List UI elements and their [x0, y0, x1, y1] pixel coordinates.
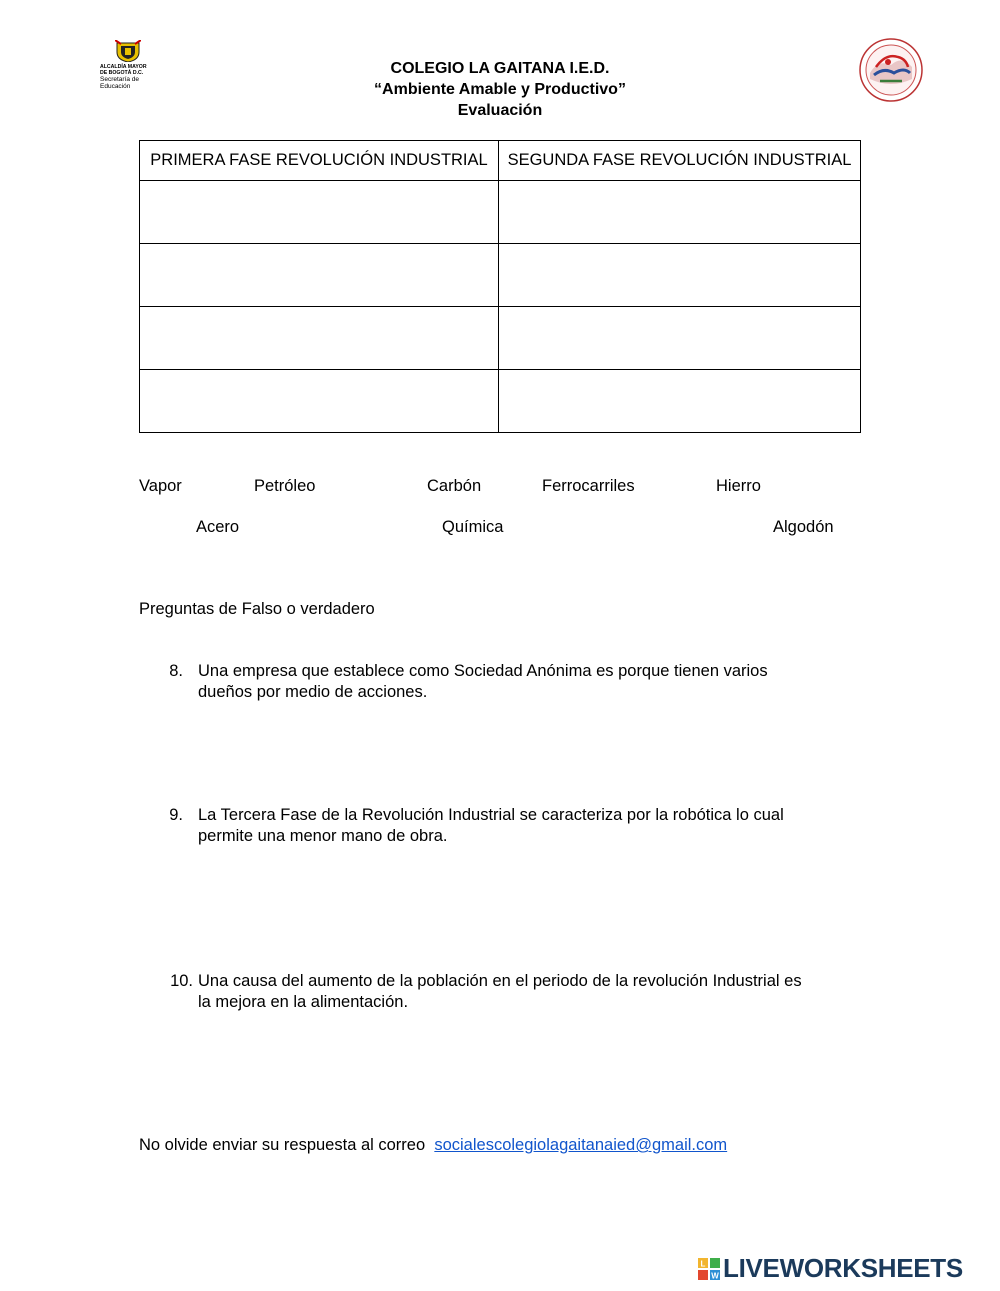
doc-type: Evaluación: [457, 102, 543, 119]
table-header-row: [140, 141, 861, 181]
answer-cell[interactable]: [499, 181, 861, 244]
email-link[interactable]: socialescolegiolagaitanaied@gmail.com: [434, 1136, 728, 1154]
question-number: 10.: [170, 972, 193, 990]
table-row: [140, 181, 861, 244]
word-algodon[interactable]: Algodón: [773, 518, 834, 536]
section-title: Preguntas de Falso o verdadero: [139, 600, 375, 618]
answer-cell[interactable]: [140, 244, 499, 307]
question-text: dueños por medio de acciones.: [198, 683, 428, 701]
word-acero[interactable]: Acero: [196, 518, 240, 536]
question-text: La Tercera Fase de la Revolución Industrial se caracteriza por la robótica lo cual: [198, 806, 784, 824]
school-seal-icon: [858, 37, 924, 103]
question-text: Una empresa que establece como Sociedad Anónima es porque tienen varios: [198, 662, 768, 680]
footer-text: No olvide enviar su respuesta al correo: [139, 1136, 426, 1154]
block-letter: L: [700, 1259, 706, 1269]
word-vapor[interactable]: Vapor: [139, 477, 182, 495]
question-number: 8.: [169, 662, 183, 680]
liveworksheets-blocks-icon: [698, 1258, 720, 1280]
logo-line: DE BOGOTÁ D.C.: [100, 70, 144, 76]
table-row: [140, 244, 861, 307]
question-number: 9.: [169, 806, 183, 824]
header-primera-fase: PRIMERA FASE REVOLUCIÓN INDUSTRIAL: [140, 141, 499, 181]
answer-cell[interactable]: [140, 181, 499, 244]
word-petroleo[interactable]: Petróleo: [254, 477, 316, 495]
answer-cell[interactable]: [499, 244, 861, 307]
question-text: la mejora en la alimentación.: [198, 993, 409, 1011]
word-quimica[interactable]: Química: [442, 518, 504, 536]
phases-table: [139, 140, 861, 433]
answer-cell[interactable]: [499, 307, 861, 370]
word-carbon[interactable]: Carbón: [427, 477, 482, 495]
word-ferrocarriles[interactable]: Ferrocarriles: [542, 477, 635, 495]
logo-line: ALCALDÍA MAYOR: [100, 64, 147, 70]
question-text: Una causa del aumento de la población en el periodo de la revolución Industrial es: [198, 972, 802, 990]
logo-line: Secretaría de: [100, 76, 140, 83]
school-motto: “Ambiente Amable y Productivo”: [374, 81, 626, 98]
school-seal: [858, 37, 924, 103]
footer-note: [139, 1135, 727, 1156]
block-letter: W: [711, 1271, 719, 1280]
question-text: permite una menor mano de obra.: [198, 827, 448, 845]
table-row: [140, 370, 861, 433]
table-row: [140, 307, 861, 370]
answer-cell[interactable]: [140, 370, 499, 433]
logo-line: Educación: [100, 83, 131, 90]
answer-cell[interactable]: [140, 307, 499, 370]
word-hierro[interactable]: Hierro: [716, 477, 761, 495]
school-name: COLEGIO LA GAITANA I.E.D.: [390, 60, 610, 77]
answer-cell[interactable]: [499, 370, 861, 433]
header-segunda-fase: SEGUNDA FASE REVOLUCIÓN INDUSTRIAL: [499, 141, 861, 181]
liveworksheets-text: LIVEWORKSHEETS: [723, 1253, 963, 1283]
